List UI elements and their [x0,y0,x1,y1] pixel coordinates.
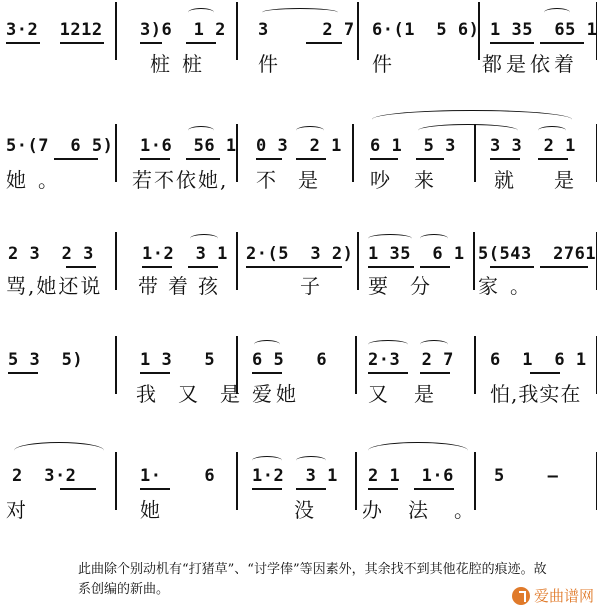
barline [115,452,117,510]
slur [544,8,570,17]
measure-notes: 3)6 1 2 [140,20,226,40]
barline [236,452,238,510]
beam [540,266,588,268]
beam [420,372,450,374]
beam [490,266,534,268]
measure-lyrics: 她。 [6,168,70,192]
measure-lyrics: 若不依她, [132,168,229,192]
beam [540,42,584,44]
slur [296,126,324,135]
barline [596,232,597,290]
measure-notes: 1·2 3 1 [252,466,338,486]
measure-lyrics: 又是 [368,382,460,406]
measure-notes: 1 35 65 1 [490,20,598,40]
slur [420,340,448,349]
measure-notes: 6 1 6 1 [490,350,587,370]
barline [474,336,476,394]
measure-notes: 1·2 3 1 [142,244,228,264]
music-note-icon [512,587,530,605]
barline [473,232,475,290]
measure-notes: 6 5 6 [252,350,328,370]
measure-lyrics: 对 [6,498,38,522]
measure-notes: 2 3 2 3 [8,244,94,264]
barline [596,336,597,394]
barline [596,452,597,510]
measure-lyrics: 她 [140,498,172,522]
barline [115,336,117,394]
barline [115,2,117,60]
beam [140,158,170,160]
site-watermark [512,585,594,606]
slur [296,456,326,465]
measure-notes: 5·(7 6 5) [6,136,114,156]
measure-lyrics: 件 [372,52,404,76]
slur [538,126,566,135]
measure-lyrics: 件 [258,52,290,76]
barline [115,124,117,182]
barline [357,232,359,290]
measure-lyrics: 家。 [478,274,542,298]
beam [8,372,38,374]
barline [115,232,117,290]
beam [256,158,282,160]
measure-lyrics: 爱她 [252,382,300,406]
slur [262,8,338,17]
measure-notes: 6·(1 5 6) [372,20,480,40]
measure-notes: 5 3 5) [8,350,84,370]
beam [186,42,216,44]
beam [60,42,104,44]
beam [252,488,282,490]
footnote: 此曲除个别动机有“打猪草”、“讨学俸”等因素外，其余找不到其他花腔的痕迹。故系创编的新曲。 [78,562,547,597]
beam [370,158,398,160]
barline [236,2,238,60]
slur [418,124,518,137]
barline [236,232,238,290]
beam [6,42,40,44]
beam [368,266,414,268]
measure-notes: 2·3 2 7 [368,350,454,370]
watermark-text: 爱曲谱网 [533,587,594,605]
beam [490,42,534,44]
beam [298,266,342,268]
measure-notes: 1 35 6 1 [368,244,465,264]
measure-lyrics: 要分 [368,274,452,298]
measure-notes: 1·6 56 1 [140,136,237,156]
beam [188,266,218,268]
measure-notes: 0 3 2 1 [256,136,342,156]
barline [357,2,359,60]
measure-notes: 1 3 5 [140,350,216,370]
measure-lyrics: 就是 [494,168,614,192]
slur [368,442,468,459]
beam [530,372,560,374]
beam [140,372,170,374]
measure-notes: 1· 6 [140,466,216,486]
measure-notes: 2 1 1·6 [368,466,454,486]
slur [254,340,280,349]
beam [368,372,408,374]
barline [355,452,357,510]
beam [252,372,282,374]
slur [368,340,408,349]
beam [414,488,454,490]
measure-notes: 3·2 1212 [6,20,103,40]
measure-notes: 3 3 2 1 [490,136,576,156]
measure-notes: 6 1 5 3 [370,136,456,156]
measure-lyrics: 桩桩 [150,52,214,76]
beam [66,266,96,268]
measure-lyrics: 都是依着 [482,52,578,76]
barline [352,124,354,182]
beam [296,488,326,490]
beam [60,488,96,490]
beam [490,158,520,160]
measure-lyrics: 带着孩 [138,274,228,298]
beam [416,158,444,160]
measure-notes: 5 — [494,466,559,486]
measure-lyrics: 骂,她还说 [6,274,103,298]
measure-notes: 2 3·2 [12,466,77,486]
barline [355,336,357,394]
slur [188,126,214,135]
slur [14,442,104,459]
beam [140,488,170,490]
measure-lyrics: 没 [294,498,326,522]
slur [368,234,412,243]
measure-lyrics: 不是 [256,168,340,192]
measure-notes: 3 2 7 [258,20,355,40]
measure-lyrics: 我又是 [136,382,262,406]
beam [296,158,326,160]
beam [54,158,98,160]
measure-lyrics: 子 [300,274,332,298]
beam [186,158,220,160]
beam [142,266,172,268]
measure-lyrics: 办法。 [362,498,500,522]
measure-lyrics: 吵来 [370,168,458,192]
slur [188,8,214,17]
measure-lyrics: 怕,我实在 [490,382,582,406]
slur [420,234,448,243]
slur [190,234,218,243]
measure-notes: 5(543 2761 [478,244,597,264]
beam [368,488,398,490]
beam [306,42,342,44]
slur [252,456,282,465]
measure-notes: 2·(5 3 2) [246,244,354,264]
beam [538,158,568,160]
beam [246,266,298,268]
beam [140,42,162,44]
beam [420,266,450,268]
